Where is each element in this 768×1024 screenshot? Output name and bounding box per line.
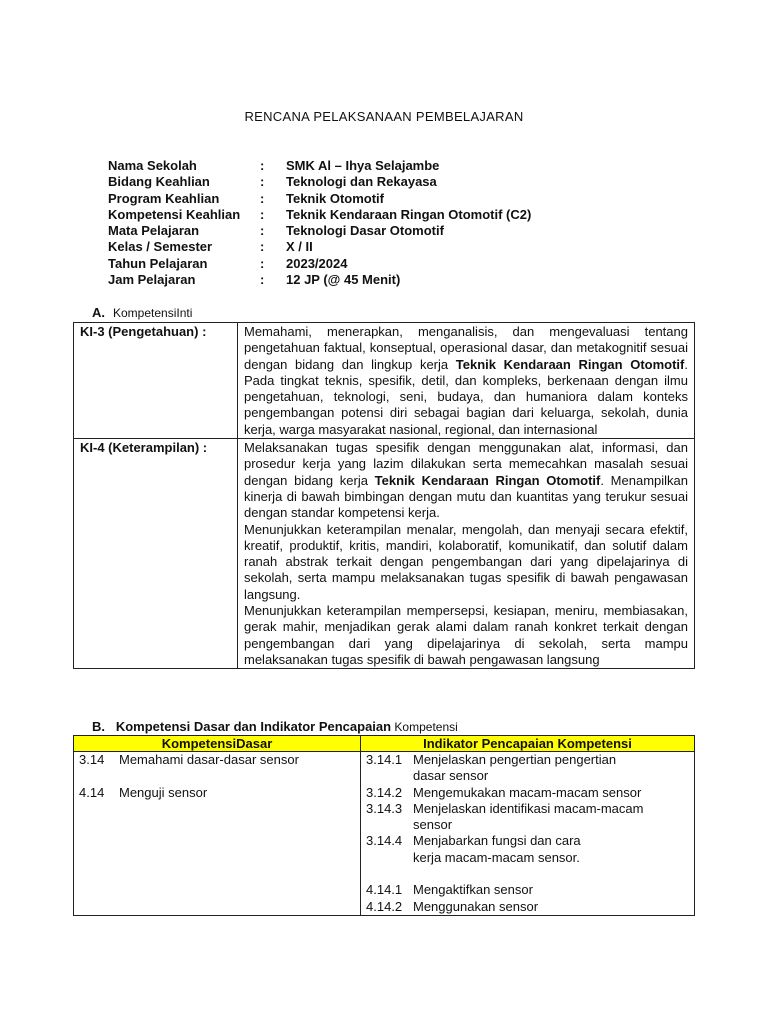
identity-row bbox=[108, 272, 531, 288]
identity-colon: : bbox=[260, 272, 265, 288]
list-item bbox=[366, 801, 689, 834]
identity-colon: : bbox=[260, 190, 265, 206]
list-item bbox=[366, 785, 689, 801]
identity-colon: : bbox=[260, 206, 265, 222]
identity-colon: : bbox=[260, 255, 265, 271]
ki4-label: KI-4 (Keterampilan) : bbox=[74, 439, 238, 669]
identity-colon: : bbox=[260, 239, 265, 255]
section-title: KompetensiInti bbox=[113, 306, 193, 320]
ki3-text-rest: . Pada tingkat teknis, spesifik, detil, dan kompleks, berkenaan dengan ilmu pengetahuan, teknologi, seni, budaya, dan humaniora dalam konteks pengembangan potensi diri sebagai bagian dari keluarga, sekolah, dunia kerja, warga masyarakat nasional, regional, dan internasional bbox=[244, 356, 688, 437]
identity-value: 2023/2024 bbox=[286, 255, 348, 271]
kompetensi-dasar-table bbox=[73, 735, 695, 916]
section-letter: B. bbox=[92, 719, 105, 734]
identity-value: X / II bbox=[286, 239, 313, 255]
ki3-description bbox=[238, 323, 695, 439]
identity-row bbox=[108, 256, 531, 272]
ki3-label: KI-3 (Pengetahuan) : bbox=[74, 323, 238, 439]
ki4-paragraph bbox=[244, 440, 688, 521]
list-item bbox=[366, 752, 689, 785]
table-row bbox=[74, 439, 695, 669]
indicator-text: Menggunakan sensor bbox=[413, 898, 539, 914]
ki4-paragraph: Menunjukkan keterampilan mempersepsi, kesiapan, meniru, membiasakan, gerak mahir, menjadikan gerak alami dalam ranah konkret terkait dengan pengembangan dari yang dipelajarinya di sekolah, serta mampu melaksanakan tugas spesifik di bawah pengawasan langsung bbox=[244, 603, 688, 667]
kd-cell bbox=[74, 752, 361, 916]
indicator-number: 3.14.1 bbox=[366, 752, 403, 767]
identity-value: Teknik Otomotif bbox=[286, 190, 384, 206]
indicator-text: Mengaktifkan sensor bbox=[413, 882, 533, 898]
ki4-text-rest: . Menampilkan kinerja di bawah bimbingan dengan mutu dan kuantitas yang terukur sesuai dengan standar kompetensi kerja. bbox=[244, 472, 688, 521]
column-header: Indikator Pencapaian Kompetensi bbox=[361, 736, 695, 752]
list-item bbox=[79, 785, 355, 801]
identity-row bbox=[108, 174, 531, 190]
column-header: KompetensiDasar bbox=[74, 736, 361, 752]
identity-label: Kelas / Semester bbox=[108, 239, 213, 255]
identity-label: Kompetensi Keahlian bbox=[108, 206, 241, 222]
identity-value: SMK Al – Ihya Selajambe bbox=[286, 158, 440, 173]
identity-block bbox=[108, 158, 531, 288]
identity-row bbox=[108, 239, 531, 255]
kd-text: Menguji sensor bbox=[119, 784, 208, 800]
identity-colon: : bbox=[260, 158, 265, 173]
identity-row bbox=[108, 223, 531, 239]
identity-row bbox=[108, 207, 531, 223]
identity-value: Teknik Kendaraan Ringan Otomotif (C2) bbox=[286, 206, 532, 222]
identity-value: Teknologi Dasar Otomotif bbox=[286, 223, 444, 239]
indicator-cell bbox=[361, 752, 695, 916]
ki4-bold-text: Teknik Kendaraan Ringan Otomotif bbox=[374, 472, 601, 488]
indicator-text: Menjelaskan identifikasi macam-macam sensor bbox=[413, 800, 644, 833]
identity-label: Tahun Pelajaran bbox=[108, 255, 208, 271]
indicator-text: Menjelaskan pengertian pengertian dasar sensor bbox=[413, 752, 617, 784]
table-header-row bbox=[74, 736, 695, 752]
identity-value: Teknologi dan Rekayasa bbox=[286, 174, 437, 190]
kd-text: Memahami dasar-dasar sensor bbox=[119, 752, 299, 767]
identity-colon: : bbox=[260, 223, 265, 239]
kompetensi-inti-table bbox=[73, 322, 695, 669]
indicator-number: 4.14.1 bbox=[366, 882, 403, 898]
identity-row bbox=[108, 158, 531, 174]
ki3-bold-text: Teknik Kendaraan Ringan Otomotif bbox=[455, 356, 685, 372]
ki4-description bbox=[238, 439, 695, 669]
table-row bbox=[74, 752, 695, 916]
section-letter: A. bbox=[92, 305, 105, 320]
ki3-text: Memahami, menerapkan, menganalisis, dan mengevaluasi tentang pengetahuan faktual, konseptual, operasional dasar, dan metakognitif sesuai dengan bidang dan lingkup kerja bbox=[244, 324, 688, 372]
ki4-text: Melaksanakan tugas spesifik dengan menggunakan alat, informasi, dan prosedur kerja yang lazim dilakukan serta memecahkan masalah sesuai dengan bidang kerja bbox=[244, 440, 688, 488]
identity-label: Bidang Keahlian bbox=[108, 174, 210, 190]
indicator-number: 3.14.2 bbox=[366, 784, 403, 800]
list-item bbox=[79, 752, 355, 768]
identity-value: 12 JP (@ 45 Menit) bbox=[286, 272, 401, 288]
indicator-text: Mengemukakan macam-macam sensor bbox=[413, 784, 642, 800]
section-b-heading bbox=[92, 719, 458, 734]
table-row bbox=[74, 323, 695, 439]
section-title: Kompetensi Dasar dan Indikator Pencapaian bbox=[115, 719, 392, 734]
list-item bbox=[366, 833, 689, 866]
list-item bbox=[366, 882, 689, 898]
section-title-rest: Kompetensi bbox=[391, 720, 458, 734]
document-title: RENCANA PELAKSANAAN PEMBELAJARAN bbox=[244, 109, 524, 124]
identity-label: Program Keahlian bbox=[108, 190, 220, 206]
identity-label: Jam Pelajaran bbox=[108, 272, 196, 288]
identity-row bbox=[108, 191, 531, 207]
section-a-heading bbox=[92, 305, 192, 320]
kd-number: 3.14 bbox=[79, 752, 105, 767]
indicator-number: 4.14.2 bbox=[366, 898, 403, 914]
ki4-paragraph: Menunjukkan keterampilan menalar, mengolah, dan menyaji secara efektif, kreatif, produktif, kritis, mandiri, kolaboratif, komunikatif, dan solutif dalam ranah abstrak terkait dengan pengembangan dari yang dipelajarinya di sekolah, serta mampu melaksanakan tugas spesifik di bawah pengawasan langsung. bbox=[244, 521, 688, 602]
identity-colon: : bbox=[260, 174, 265, 190]
kd-number: 4.14 bbox=[79, 784, 105, 800]
identity-label: Nama Sekolah bbox=[108, 158, 197, 173]
indicator-number: 3.14.4 bbox=[366, 833, 403, 849]
list-item bbox=[366, 899, 689, 915]
identity-label: Mata Pelajaran bbox=[108, 223, 200, 239]
indicator-number: 3.14.3 bbox=[366, 800, 403, 816]
indicator-text: Menjabarkan fungsi dan cara kerja macam-macam sensor. bbox=[413, 833, 581, 865]
